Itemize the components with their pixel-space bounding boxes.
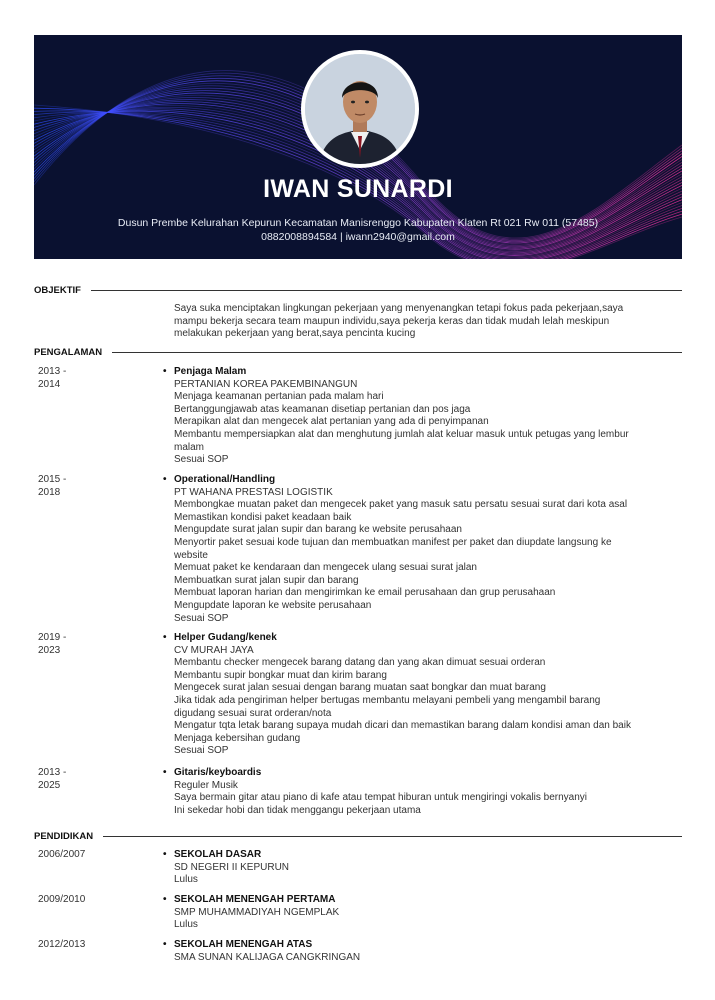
bullet-icon: • (163, 366, 167, 377)
entry-detail-line: Membuatkan surat jalan supir dan barang (174, 574, 359, 586)
entry-detail-line: Mengupdate laporan ke website perusahaan (174, 599, 372, 611)
entry-detail-line: Sesuai SOP (174, 454, 229, 466)
entry-detail-line: Membantu supir bongkar muat dan kirim barang (174, 669, 387, 681)
entry-detail-line: Mengatur tqta letak barang supaya mudah dicari dan memastikan barang dalam kondisi aman dan baik (174, 720, 631, 732)
entry-body (163, 849, 674, 887)
person-avatar-icon (305, 54, 415, 164)
person-name: IWAN SUNARDI (263, 175, 453, 203)
entry-detail-line: Jika tidak ada pengiriman helper bertugas membantu melayani pembeli yang mengambil barang (174, 694, 601, 706)
entry-title (163, 894, 674, 907)
entry-detail-line: Mengupdate surat jalan supir dan barang ke website perusahaan (174, 524, 462, 536)
entry-organization: PERTANIAN KOREA PAKEMBINANGUN (174, 378, 358, 390)
section-objective-heading (34, 283, 682, 297)
entry-date: 2012/2013 (38, 939, 86, 950)
objective-line: melakukan pekerjaan yang berat,saya pencinta kucing (174, 328, 416, 340)
entry-organization: SMP MUHAMMADIYAH NGEMPLAK (174, 906, 340, 918)
address-line: Dusun Prembe Kelurahan Kepurun Kecamatan Manisrenggo Kabupaten Klaten Rt 021 Rw 011 (57485) (117, 217, 599, 229)
section-experience-heading (34, 345, 682, 359)
entry-body (163, 366, 674, 467)
entry-detail-line: Menjaga keamanan pertanian pada malam hari (174, 391, 384, 403)
entry-title-text: Penjaga Malam (174, 366, 247, 377)
entry-detail-line: website (174, 549, 208, 561)
entry-body (163, 939, 674, 964)
entry-organization: CV MURAH JAYA (174, 644, 254, 656)
entry-detail-line: Memastikan kondisi paket keadaan baik (174, 511, 352, 523)
entry-detail-line: Lulus (174, 919, 198, 931)
entry-detail-line: Memuat paket ke kendaraan dan mengecek ulang sesuai surat jalan (174, 562, 477, 574)
divider (103, 836, 682, 837)
entry-detail-line: Ini sekedar hobi dan tidak menggangu pekerjaan utama (174, 804, 421, 816)
entry-title-text: Helper Gudang/kenek (174, 632, 277, 643)
bullet-icon: • (163, 474, 167, 485)
section-label: OBJEKTIF (34, 284, 81, 296)
entry-detail-line: Saya bermain gitar atau piano di kafe atau tempat hiburan untuk mengiringi vokalis bernyanyi (174, 792, 588, 804)
entry-organization: Reguler Musik (174, 779, 238, 791)
entry-title (163, 632, 674, 645)
divider (112, 352, 682, 353)
entry-title-text: Operational/Handling (174, 474, 276, 485)
section-label: PENGALAMAN (34, 346, 103, 358)
entry-title-text: Gitaris/keyboardis (174, 767, 262, 778)
entry-detail-line: Sesuai SOP (174, 745, 229, 757)
entry-detail-line: Membantu mempersiapkan alat dan menghutung jumlah alat keluar masuk untuk petugas yang lembur (174, 428, 629, 440)
entry-detail-line: Bertanggungjawab atas keamanan disetiap pertanian dan pos jaga (174, 403, 471, 415)
entry-body (163, 474, 674, 625)
entry-organization: PT WAHANA PRESTASI LOGISTIK (174, 486, 333, 498)
entry-organization: SMA SUNAN KALIJAGA CANGKRINGAN (174, 951, 361, 963)
entry-title (163, 767, 674, 780)
entry-title-text: SEKOLAH MENENGAH ATAS (174, 939, 313, 950)
entry-detail-line: Menjaga kebersihan gudang (174, 732, 301, 744)
entry-detail-line: Menyortir paket sesuai kode tujuan dan membuatkan manifest per paket dan diupdate langsung ke (174, 536, 612, 548)
entry-organization: SD NEGERI II KEPURUN (174, 861, 290, 873)
entry-detail-line: Membantu checker mengecek barang datang dan yang akan dimuat sesuai orderan (174, 657, 546, 669)
divider (91, 290, 682, 291)
entry-detail-line: Sesuai SOP (174, 612, 229, 624)
section-label: PENDIDIKAN (34, 830, 94, 842)
entry-detail-line: Membongkae muatan paket dan mengecek paket yang masuk satu persatu sesuai surat dari kota asal (174, 499, 628, 511)
objective-line: mampu bekerja secara team maupun individu,saya pekerja keras dan tidak mudah lelah meskipun (174, 315, 610, 327)
entry-detail-line: Lulus (174, 874, 198, 886)
entry-title-text: SEKOLAH MENENGAH PERTAMA (174, 894, 336, 905)
objective-line: Saya suka menciptakan lingkungan pekerjaan yang menyenangkan tetapi fokus pada pekerjaan,saya (174, 303, 624, 314)
objective-text (174, 303, 674, 341)
entry-date: 2013 - 2014 (38, 366, 67, 390)
bullet-icon: • (163, 939, 167, 950)
entry-title (163, 939, 674, 952)
entry-detail-line: Merapikan alat dan mengecek alat pertanian yang ada di penyimpanan (174, 416, 489, 428)
entry-date: 2009/2010 (38, 894, 86, 905)
bullet-icon: • (163, 849, 167, 860)
entry-title (163, 474, 674, 487)
entry-date: 2019 - 2023 (38, 632, 67, 656)
entry-detail-line: malam (174, 441, 205, 453)
entry-body (163, 767, 674, 817)
entry-detail-line: Membuat laporan harian dan mengirimkan ke email perusahaan dan grup perusahaan (174, 587, 556, 599)
entry-title (163, 366, 674, 379)
entry-date: 2015 - 2018 (38, 474, 67, 498)
header-banner (34, 35, 682, 259)
bullet-icon: • (163, 632, 167, 643)
entry-date: 2006/2007 (38, 849, 86, 860)
bullet-icon: • (163, 767, 167, 778)
profile-photo (301, 50, 419, 168)
entry-detail-line: Mengecek surat jalan sesuai dengan barang muatan saat bongkar dan muat barang (174, 682, 546, 694)
entry-date: 2013 - 2025 (38, 767, 67, 791)
bullet-icon: • (163, 894, 167, 905)
entry-body (163, 894, 674, 932)
section-education-heading (34, 829, 682, 843)
entry-detail-line: digudang sesuai surat orderan/nota (174, 707, 332, 719)
contact-line: 0882008894584 | iwann2940@gmail.com (261, 231, 455, 243)
entry-body (163, 632, 674, 758)
entry-title-text: SEKOLAH DASAR (174, 849, 262, 860)
entry-title (163, 849, 674, 862)
